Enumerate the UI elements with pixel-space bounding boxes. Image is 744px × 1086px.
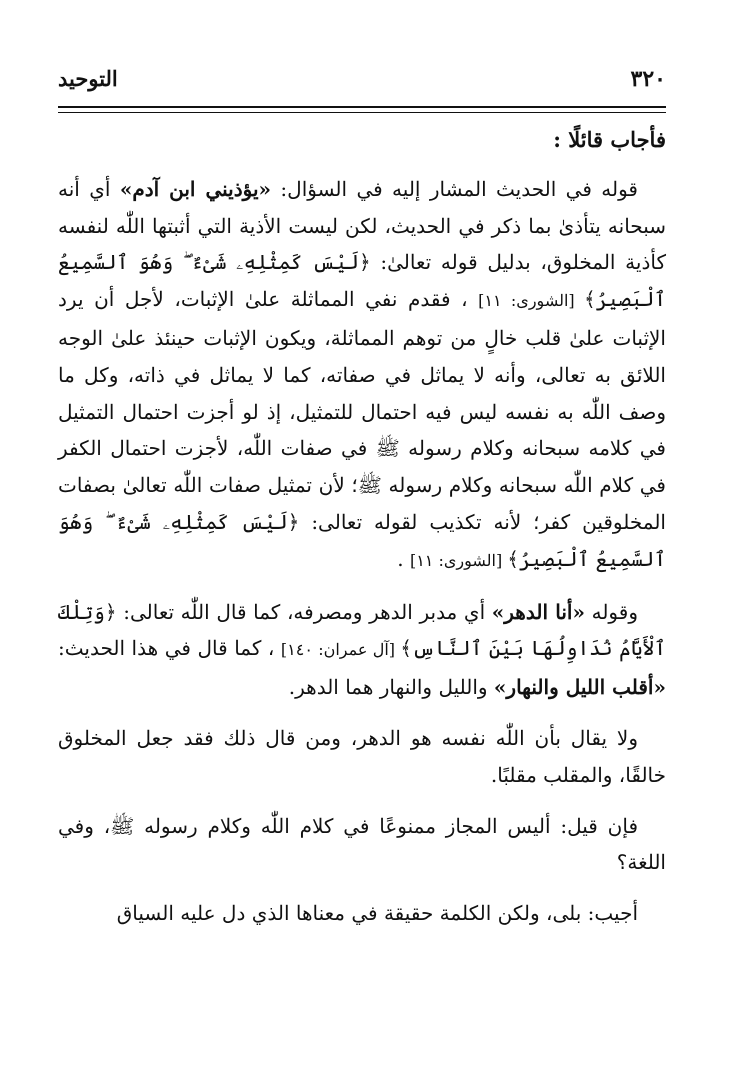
header-rule-thick <box>58 106 666 108</box>
quran-verse-2: ﴿لَيْسَ كَمِثْلِهِۦ شَىْءٌ ۖ وَهُوَ ٱلسَّمِيعُ ٱلْبَصِيرُ﴾ <box>58 509 666 571</box>
hadith-quote-2: «أنا الدهر» <box>491 599 585 624</box>
verse-reference-2: [الشورى: ١١] <box>409 550 508 570</box>
quran-verse-3: ﴿وَتِلْكَ ٱلْأَيَّامُ نُدَاوِلُهَا بَيْنَ ٱلنَّاسِ﴾ <box>58 599 667 661</box>
page-body <box>58 122 666 946</box>
quran-verse-1: ﴿لَيْسَ كَمِثْلِهِۦ شَىْءٌ ۖ وَهُوَ ٱلسَّمِيعُ ٱلْبَصِيرُ﴾ <box>58 250 666 312</box>
hadith-quote-3: «أقلب الليل والنهار» <box>493 675 666 700</box>
paragraph-5: أجيب: بلى، ولكن الكلمة حقيقة في معناها الذي دل عليه السياق <box>116 901 638 926</box>
p2-text-3: ، كما قال في هذا الحديث: <box>58 636 281 661</box>
p2-text-1: وقوله <box>584 599 638 624</box>
page-number: ٣٢٠ <box>630 66 666 92</box>
verse-reference-3: [آل عمران: ١٤٠] <box>280 640 401 660</box>
paragraph-4: فإن قيل: أليس المجاز ممنوعًا في كلام اللّٰه وكلام رسوله ﷺ، وفي اللغة؟ <box>58 813 666 875</box>
paragraph-3: ولا يقال بأن اللّٰه نفسه هو الدهر، ومن قال ذلك فقد جعل المخلوق خالقًا، والمقلب مقلبًا. <box>58 725 666 787</box>
p1-text-3: ، فقدم نفي المماثلة علىٰ الإثبات، لأجل أن يرد الإثبات علىٰ قلب خالٍ من توهم المماثلة، ويكون الإثبات حينئذ علىٰ الوجه اللائق به تعالى، وأنه لا يماثل في صفاته، كما لا يماثل في ذاته، وكل ما وصف اللّٰه به نفسه ليس فيه احتمال للتمثيل، إذ لو أجزت احتمال التمثيل في كلامه سبحانه وكلام رسوله ﷺ في صفات اللّٰه، لأجزت احتمال الكفر في كلام اللّٰه سبحانه وكلام رسوله ﷺ؛ لأن تمثيل صفات اللّٰه تعالىٰ بصفات المخلوقين كفر؛ لأنه تكذيب لقوله تعالى: <box>58 287 666 534</box>
paragraph-1 <box>58 171 666 580</box>
header-rule-thin <box>58 112 666 113</box>
p1-text-2: أي أنه سبحانه يتأذىٰ بما ذكر في الحديث، لكن ليست الأذية التي أثبتها اللّٰه لنفسه كأذية المخلوق، بدليل قوله تعالىٰ: <box>58 176 666 275</box>
paragraph-2 <box>58 594 666 706</box>
verse-reference-1: [الشورى: ١١] <box>478 291 584 311</box>
p2-text-4: والليل والنهار هما الدهر. <box>288 675 494 700</box>
p1-text-1: قوله في الحديث المشار إليه في السؤال: <box>271 176 638 201</box>
p2-text-2: أي مدبر الدهر ومصرفه، كما قال اللّٰه تعالى: <box>116 599 492 624</box>
answer-heading: فأجاب قائلًا : <box>553 127 666 152</box>
p1-text-4: . <box>397 546 410 571</box>
hadith-quote-1: «يؤذيني ابن آدم» <box>119 176 272 201</box>
running-title: التوحيد <box>58 66 118 91</box>
page-header <box>58 62 666 98</box>
